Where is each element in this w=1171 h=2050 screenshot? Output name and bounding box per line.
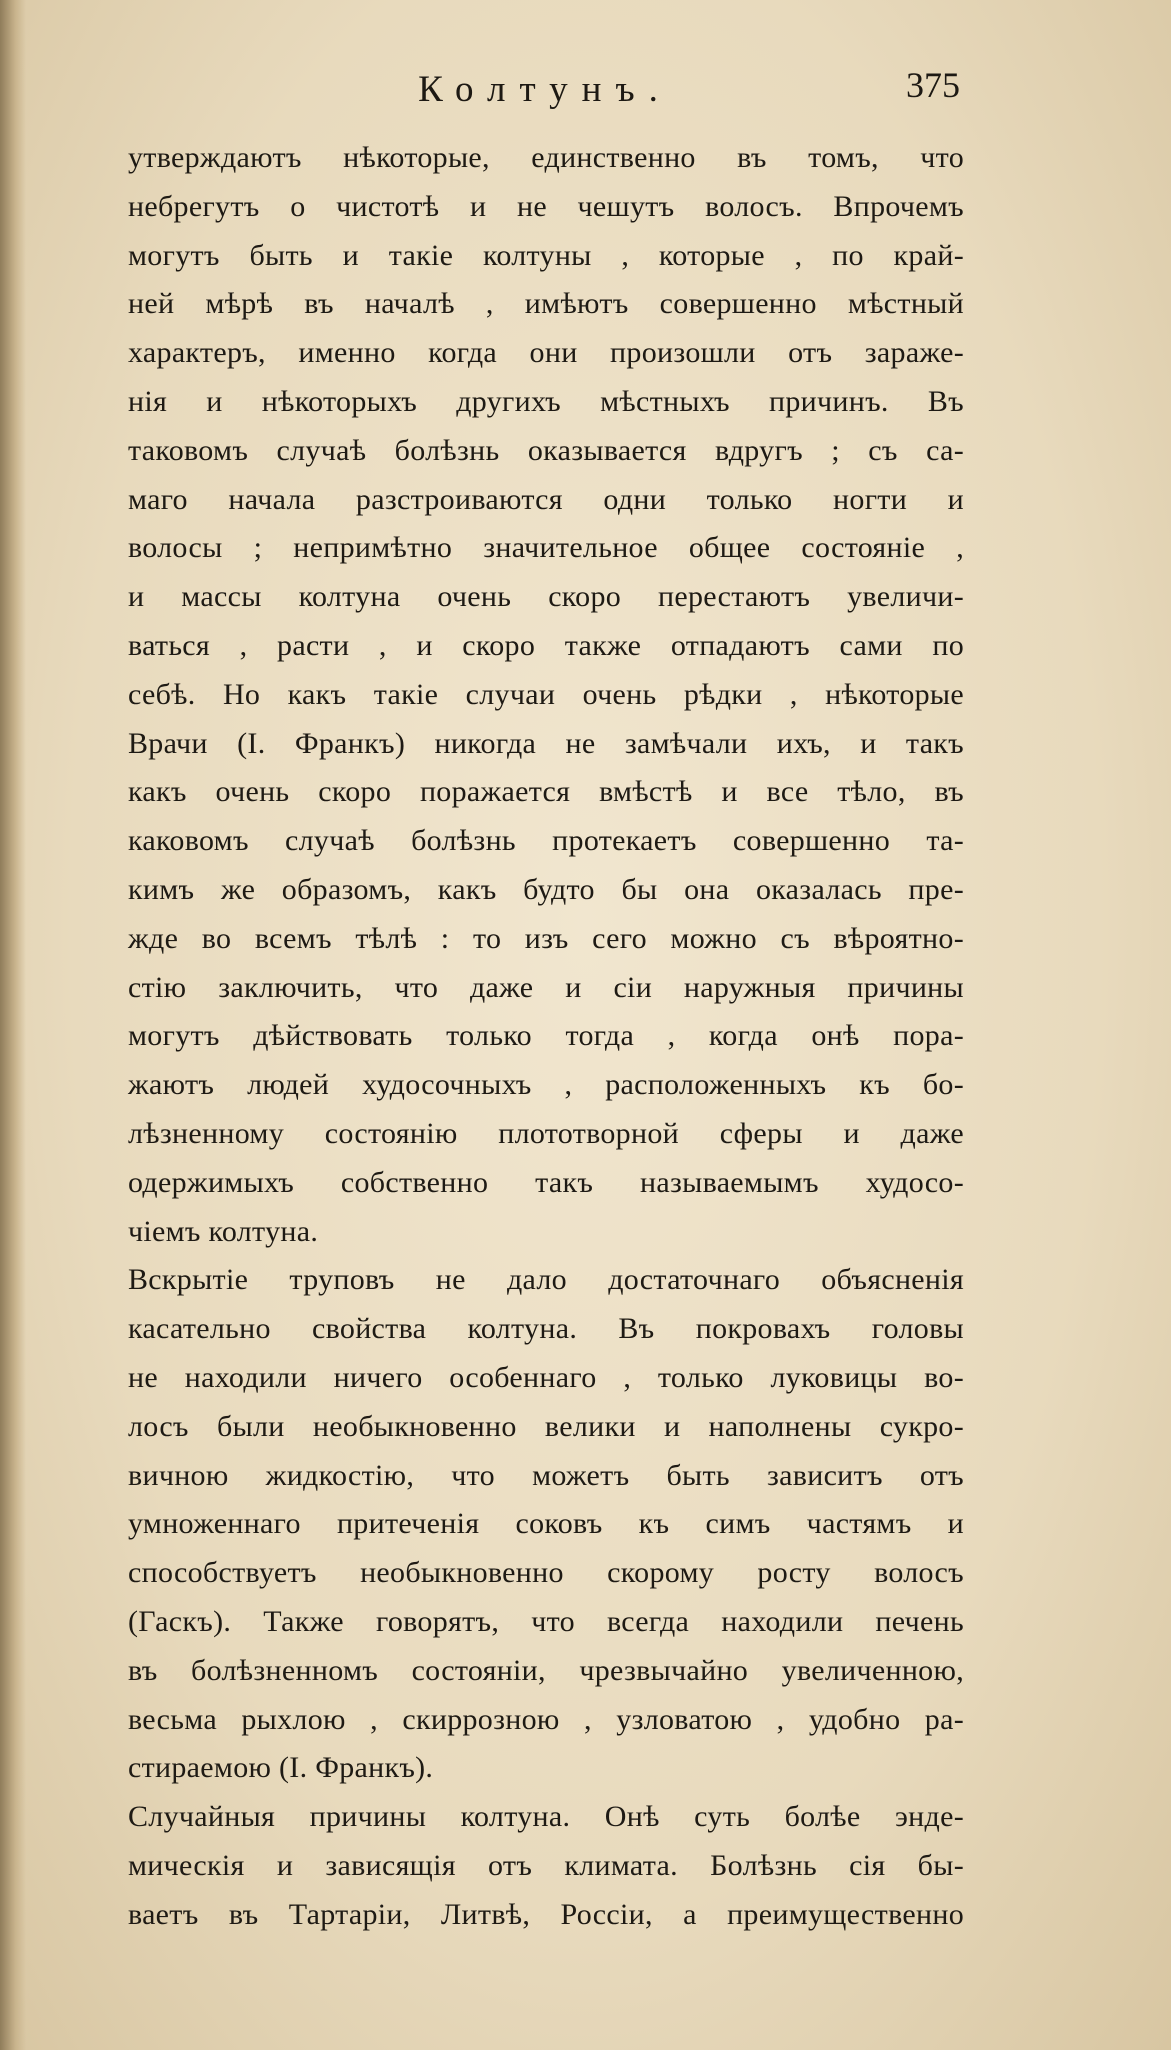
text-line: и массы колтуна очень скоро перестаютъ увеличи- [128,580,964,614]
text-line: таковомъ случаѣ болѣзнь оказывается вдругъ ; съ са- [128,433,964,467]
text-line: касательно свойства колтуна. Въ покровахъ головы [128,1312,964,1346]
text-line: (Гаскъ). Также говорятъ, что всегда находили печень [128,1604,964,1638]
text-line: кимъ же образомъ, какъ будто бы она оказалась пре- [128,872,964,906]
text-line: въ болѣзненномъ состояніи, чрезвычайно увеличенною, [128,1653,964,1687]
running-title: Колтунъ. [418,69,672,110]
text-line: себѣ. Но какъ такіе случаи очень рѣдки , нѣкоторые [128,677,964,711]
text-line: нія и нѣкоторыхъ другихъ мѣстныхъ причинъ. Въ [128,384,964,418]
text-line: жде во всемъ тѣлѣ : то изъ сего можно съ вѣроятно- [128,921,964,955]
text-line: лосъ были необыкновенно велики и наполнены сукро- [128,1409,964,1443]
text-line: характеръ, именно когда они произошли отъ зараже- [128,336,964,370]
text-line: Врачи (І. Франкъ) никогда не замѣчали ихъ, и такъ [128,726,964,760]
page-gutter-shadow [0,0,26,2050]
text-line-paragraph-end: чіемъ колтуна. [128,1214,319,1248]
text-line-paragraph-start: Случайныя причины колтуна. Онѣ суть болѣе энде- [128,1800,964,1834]
text-line: вичною жидкостію, что можетъ быть зависитъ отъ [128,1458,964,1492]
text-line: утверждаютъ нѣкоторые, единственно въ томъ, что [128,141,964,174]
page-header [130,65,960,128]
text-line: ваться , расти , и скоро также отпадаютъ сами по [128,628,964,662]
text-line: не находили ничего особеннаго , только луковицы во- [128,1360,964,1394]
text-line: жаютъ людей худосочныхъ , расположенныхъ къ бо- [128,1068,964,1102]
body-text [128,134,964,1939]
text-line: умноженнаго притеченія соковъ къ симъ частямъ и [128,1507,964,1541]
text-line: мическія и зависящія отъ климата. Болѣзнь сія бы- [128,1848,964,1882]
text-line: ней мѣрѣ въ началѣ , имѣютъ совершенно мѣстный [128,287,964,321]
text-line: лѣзненному состоянію плототворной сферы и даже [128,1116,964,1150]
text-line-paragraph-start: Вскрытіе труповъ не дало достаточнаго объясненія [128,1263,964,1297]
text-line: одержимыхъ собственно такъ называемымъ худосо- [128,1165,964,1199]
text-line: маго начала разстроиваются одни только ногти и [128,482,964,516]
text-line: небрегутъ о чистотѣ и не чешутъ волосъ. Впрочемъ [128,189,964,223]
text-line: волосы ; непримѣтно значительное общее состояніе , [128,531,964,565]
text-line: могутъ быть и такіе колтуны , которые , по край- [128,238,964,272]
text-line: стію заключить, что даже и сіи наружныя причины [128,970,964,1004]
text-line: ваетъ въ Тартаріи, Литвѣ, Россіи, а преимущественно [128,1897,964,1931]
text-line: могутъ дѣйствовать только тогда , когда онѣ пора- [128,1019,964,1053]
text-line: какъ очень скоро поражается вмѣстѣ и все тѣло, въ [128,775,964,809]
text-line: каковомъ случаѣ болѣзнь протекаетъ совершенно та- [128,824,964,858]
text-line: весьма рыхлою , скиррозною , узловатою , удобно ра- [128,1702,964,1736]
text-line: способствуетъ необыкновенно скорому росту волосъ [128,1556,964,1590]
page-number: 375 [906,65,960,105]
text-line-paragraph-end: стираемою (І. Франкъ). [128,1751,434,1785]
